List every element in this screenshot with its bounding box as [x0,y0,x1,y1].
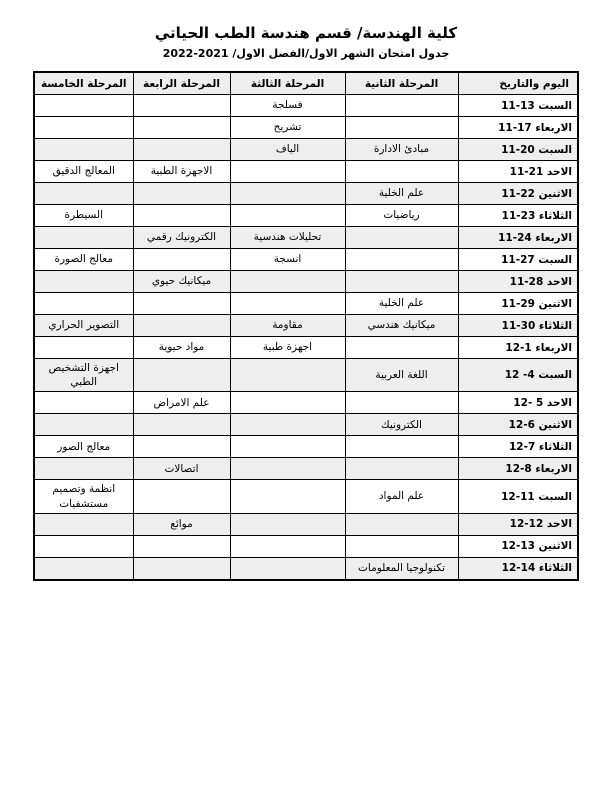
stage5-cell: التصوير الحراري [34,315,133,337]
document-subtitle: جدول امتحان الشهر الاول/الفصل الاول/ 2021-2022 [162,47,450,60]
stage2-cell [345,436,458,458]
stage4-cell [133,249,230,271]
date-cell: السبت 20-11 [458,139,578,161]
table-row [34,95,578,117]
stage5-cell [34,513,133,535]
stage3-cell [230,359,345,392]
stage3-cell [230,535,345,557]
stage5-cell: معالج الصور [34,436,133,458]
stage2-cell [345,337,458,359]
stage2-cell: ميكانيك هندسي [345,315,458,337]
stage4-cell [133,535,230,557]
stage2-cell: الكترونيك [345,414,458,436]
stage4-cell [133,95,230,117]
stage4-cell: ميكانيك حيوي [133,271,230,293]
date-cell: الاثنين 29-11 [458,293,578,315]
table-row [34,183,578,205]
date-cell: السبت 4- 12 [458,359,578,392]
date-cell: الاربعاء 17-11 [458,117,578,139]
stage2-cell: رياضيات [345,205,458,227]
stage5-cell [34,117,133,139]
table-row [34,249,578,271]
date-cell: السبت 11-12 [458,480,578,513]
stage5-cell: انظمة وتصميم مستشفيات [34,480,133,513]
date-cell: الاحد 28-11 [458,271,578,293]
stage2-cell: علم المواد [345,480,458,513]
stage3-cell: مقاومة [230,315,345,337]
table-row [34,535,578,557]
column-header-stage-3: المرحلة الثالثة [230,72,345,95]
exam-schedule-table [33,71,579,581]
stage4-cell: مواد حيوية [133,337,230,359]
table-row [34,359,578,392]
stage2-cell: اللغة العربية [345,359,458,392]
stage4-cell: الكترونيك رقمي [133,227,230,249]
stage2-cell [345,227,458,249]
date-cell: الاحد 21-11 [458,161,578,183]
stage3-cell [230,183,345,205]
stage3-cell [230,271,345,293]
table-row [34,117,578,139]
date-cell: الثلاثاء 30-11 [458,315,578,337]
date-cell: الثلاثاء 23-11 [458,205,578,227]
stage4-cell [133,557,230,580]
date-cell: الثلاثاء 14-12 [458,557,578,580]
stage2-cell [345,117,458,139]
stage4-cell [133,436,230,458]
date-cell: الاثنين 22-11 [458,183,578,205]
table-row [34,557,578,580]
stage5-cell [34,227,133,249]
table-row [34,392,578,414]
stage4-cell [133,315,230,337]
stage3-cell [230,205,345,227]
date-cell: الاربعاء 1-12 [458,337,578,359]
stage5-cell [34,458,133,480]
stage3-cell: اجهزة طبية [230,337,345,359]
document-title: كلية الهندسة/ قسم هندسة الطب الحياتي [154,24,458,42]
stage2-cell [345,249,458,271]
table-row [34,205,578,227]
stage4-cell: الاجهزة الطبية [133,161,230,183]
stage4-cell [133,139,230,161]
table-row [34,227,578,249]
stage3-cell [230,392,345,414]
stage2-cell: تكنولوجيا المعلومات [345,557,458,580]
table-row [34,436,578,458]
stage5-cell: السيطرة [34,205,133,227]
date-cell: الثلاثاء 7-12 [458,436,578,458]
stage2-cell: مبادئ الادارة [345,139,458,161]
date-cell: الاحد 5 -12 [458,392,578,414]
stage3-cell: انسجة [230,249,345,271]
stage3-cell [230,480,345,513]
stage2-cell [345,271,458,293]
stage3-cell [230,414,345,436]
stage5-cell: معالج الصورة [34,249,133,271]
table-row [34,480,578,513]
stage2-cell: علم الخلية [345,183,458,205]
column-header-stage-2: المرحلة الثانية [345,72,458,95]
stage4-cell [133,359,230,392]
table-row [34,414,578,436]
stage3-cell [230,513,345,535]
table-row [34,293,578,315]
table-row [34,139,578,161]
stage2-cell [345,392,458,414]
stage3-cell: الياف [230,139,345,161]
stage5-cell: اجهزة التشخيص الطبي [34,359,133,392]
header-row [34,72,578,95]
stage5-cell [34,95,133,117]
stage3-cell [230,293,345,315]
table-row [34,271,578,293]
date-cell: السبت 27-11 [458,249,578,271]
stage4-cell: اتصالات [133,458,230,480]
stage4-cell: علم الامراض [133,392,230,414]
column-header-stage-5: المرحلة الخامسة [34,72,133,95]
stage5-cell [34,337,133,359]
stage5-cell [34,392,133,414]
stage3-cell: تشريح [230,117,345,139]
table-row [34,315,578,337]
stage3-cell [230,436,345,458]
stage5-cell [34,183,133,205]
stage5-cell: المعالج الدقيق [34,161,133,183]
stage5-cell [34,414,133,436]
stage2-cell [345,458,458,480]
stage4-cell [133,414,230,436]
stage2-cell [345,513,458,535]
stage5-cell [34,535,133,557]
stage5-cell [34,271,133,293]
date-cell: الاربعاء 8-12 [458,458,578,480]
date-cell: الاثنين 6-12 [458,414,578,436]
stage4-cell [133,205,230,227]
stage3-cell [230,557,345,580]
stage3-cell [230,458,345,480]
table-row [34,161,578,183]
stage5-cell [34,557,133,580]
stage2-cell: علم الخلية [345,293,458,315]
date-cell: الاثنين 13-12 [458,535,578,557]
stage2-cell [345,95,458,117]
column-header-day-date: اليوم والتاريخ [458,72,578,95]
stage3-cell: تحليلات هندسية [230,227,345,249]
stage3-cell: فسلجة [230,95,345,117]
column-header-stage-4: المرحلة الرابعة [133,72,230,95]
stage3-cell [230,161,345,183]
stage4-cell [133,480,230,513]
stage4-cell [133,117,230,139]
stage2-cell [345,535,458,557]
stage4-cell: موائع [133,513,230,535]
date-cell: الاحد 12-12 [458,513,578,535]
table-row [34,337,578,359]
table-row [34,458,578,480]
date-cell: الاربعاء 24-11 [458,227,578,249]
stage4-cell [133,293,230,315]
stage4-cell [133,183,230,205]
stage5-cell [34,139,133,161]
date-cell: السبت 13-11 [458,95,578,117]
table-row [34,513,578,535]
stage2-cell [345,161,458,183]
stage5-cell [34,293,133,315]
